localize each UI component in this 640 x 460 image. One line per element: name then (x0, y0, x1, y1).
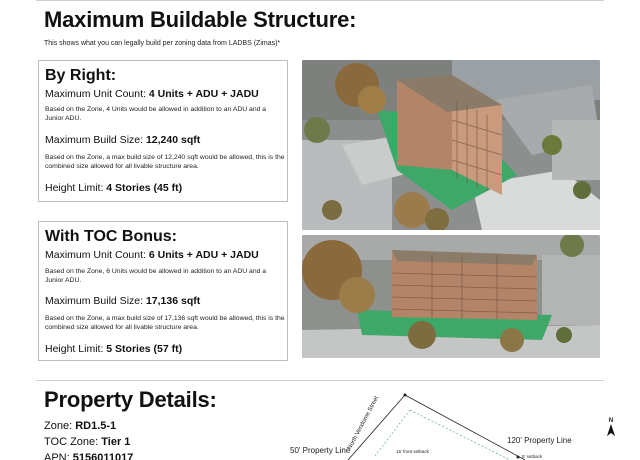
by-right-unit-count: Maximum Unit Count: 4 Units + ADU + JADU (45, 88, 259, 100)
aerial-render-5-story (302, 235, 600, 358)
toc-size-note: Based on the Zone, a max build size of 17,136 sqft would be allowed, this is the combined size allowed for all livable structure area. (45, 315, 285, 331)
section-divider (36, 380, 604, 381)
toc-bonus-title: With TOC Bonus: (45, 228, 177, 245)
side-setback-label: 5' setback (522, 454, 543, 459)
page-subtitle: This shows what you can legally build per zoning data from LADBS (Zimas)* (44, 40, 281, 47)
north-label: N (608, 418, 614, 424)
by-right-rendering (302, 60, 600, 230)
by-right-height-limit: Height Limit: 4 Stories (45 ft) (45, 182, 183, 194)
toc-zone-line: TOC Zone: Tier 1 (44, 436, 131, 448)
toc-unit-note: Based on the Zone, 6 Units would be allowed in addition to an ADU and a Junior ADU. (45, 268, 267, 284)
toc-bonus-rendering (302, 235, 600, 358)
right-property-line-label: 120' Property Line (507, 436, 572, 445)
north-arrow (607, 418, 615, 438)
property-details-title: Property Details: (44, 387, 217, 412)
left-property-line-label: 50' Property Line (290, 446, 351, 455)
toc-unit-count: Maximum Unit Count: 6 Units + ADU + JADU (45, 249, 259, 261)
lot-corner-marker (404, 394, 407, 397)
toc-bonus-card (38, 221, 288, 361)
apn-line: APN: 5156011017 (44, 452, 134, 460)
by-right-size-note: Based on the Zone, a max build size of 12,240 sqft would be allowed, this is the combined size allowed for all livable structure area. (45, 154, 285, 170)
zone-line: Zone: RD1.5-1 (44, 420, 117, 432)
by-right-title: By Right: (45, 67, 117, 84)
aerial-render-4-story (302, 60, 600, 230)
toc-build-size: Maximum Build Size: 17,136 sqft (45, 295, 201, 307)
street-label: North Vendome Street (347, 395, 381, 451)
top-divider (36, 0, 604, 1)
by-right-unit-note: Based on the Zone, 4 Units would be allowed in addition to an ADU and a Junior ADU. (45, 106, 267, 122)
page-title: Maximum Buildable Structure: (44, 7, 357, 32)
by-right-build-size: Maximum Build Size: 12,240 sqft (45, 134, 201, 146)
lot-corner-marker (517, 456, 520, 459)
north-arrow-icon (607, 424, 615, 436)
by-right-card (38, 60, 288, 202)
toc-height-limit: Height Limit: 5 Stories (57 ft) (45, 343, 183, 355)
front-setback-label: 15' front setback (396, 449, 429, 454)
